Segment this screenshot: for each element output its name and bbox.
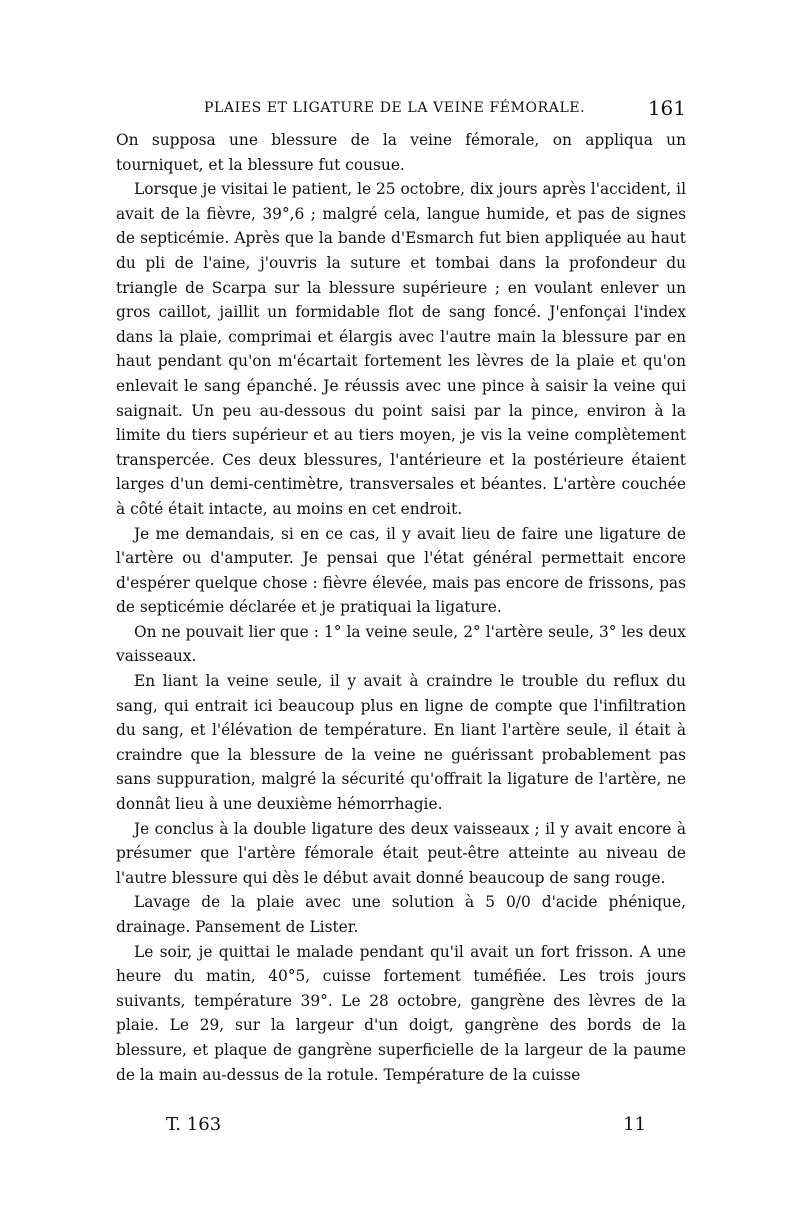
running-title: PLAIES ET LIGATURE DE LA VEINE FÉMORALE. xyxy=(204,100,586,116)
footer xyxy=(166,1114,646,1140)
signature-mark: T. 163 xyxy=(166,1114,222,1135)
paragraph-3: Je me demandais, si en ce cas, il y avait lieu de faire une ligature de l'artère ou d'amputer. Je pensai que l'état général permettait encore d'espérer quelque chose : fièvre élevée, mais pas encore de frissons, pas de septicémie déclarée et je pratiquai la ligature. xyxy=(116,524,686,617)
paragraph-8: Le soir, je quittai le malade pendant qu'il avait un fort frisson. A une heure du matin, 40°5, cuisse fortement tuméfiée. Les trois jours suivants, température 39°. Le 28 octobre, gangrène des lèvres de la plaie. Le 29, sur la largeur d'un doigt, gangrène des bords de la blessure, et plaque de gangrène superficielle de la largeur de la paume de la main au-dessus de la rotule. Température de la cuisse xyxy=(116,942,686,1084)
paragraph-7: Lavage de la plaie avec une solution à 5 0/0 d'acide phénique, drainage. Pansement de Lister. xyxy=(116,893,686,936)
paragraph-4: On ne pouvait lier que : 1° la veine seule, 2° l'artère seule, 3° les deux vaisseaux. xyxy=(116,622,686,666)
paragraph-2: Lorsque je visitai le patient, le 25 octobre, dix jours après l'accident, il avait de la fièvre, 39°,6 ; malgré cela, langue humide, et pas de signes de septicémie. Après que la bande d'Esmarch fut bien appliquée au haut du pli de l'aine, j'ouvris la suture et tombai dans la profondeur du triangle de Scarpa sur la blessure supérieure ; en voulant enlever un gros caillot, jaillit un formidable flot de sang foncé. J'enfonçai l'index dans la plaie, comprimai et élargis avec l'autre main la blessure par en haut pendant qu'on m'écartait fortement les lèvres de la plaie et qu'on enlevait le sang épanché. Je réussis avec une pince à saisir la veine qui saignait. Un peu au-dessous du point saisi par la pince, environ à la limite du tiers supérieur et au tiers moyen, je vis la veine complètement transpercée. Ces deux blessures, l'antérieure et la postérieure étaient larges d'un demi-centimètre, transversales et béantes. L'artère couchée à côté était intacte, au moins en cet endroit. xyxy=(116,180,686,518)
paragraph-1: On supposa une blessure de la veine fémorale, on appliqua un tourniquet, et la blessure fut cousue. xyxy=(116,131,686,174)
body-text xyxy=(116,128,686,1087)
signature-number: 11 xyxy=(623,1114,646,1135)
running-head xyxy=(116,96,686,124)
paragraph-6: Je conclus à la double ligature des deux vaisseaux ; il y avait encore à présumer que l'artère fémorale était peut-être atteinte au niveau de l'autre blessure qui dès le début avait donné beaucoup de sang rouge. xyxy=(116,819,686,887)
page-number: 161 xyxy=(647,96,686,120)
paragraph-5: En liant la veine seule, il y avait à craindre le trouble du reflux du sang, qui entrait ici beaucoup plus en ligne de compte que l'infiltration du sang, et l'élévation de température. En liant l'artère seule, il était à craindre que la blessure de la veine ne guérissant probablement pas sans suppuration, malgré la sécurité qu'offrait la ligature de l'artère, ne donnât lieu à une deuxième hémorrhagie. xyxy=(116,672,686,814)
